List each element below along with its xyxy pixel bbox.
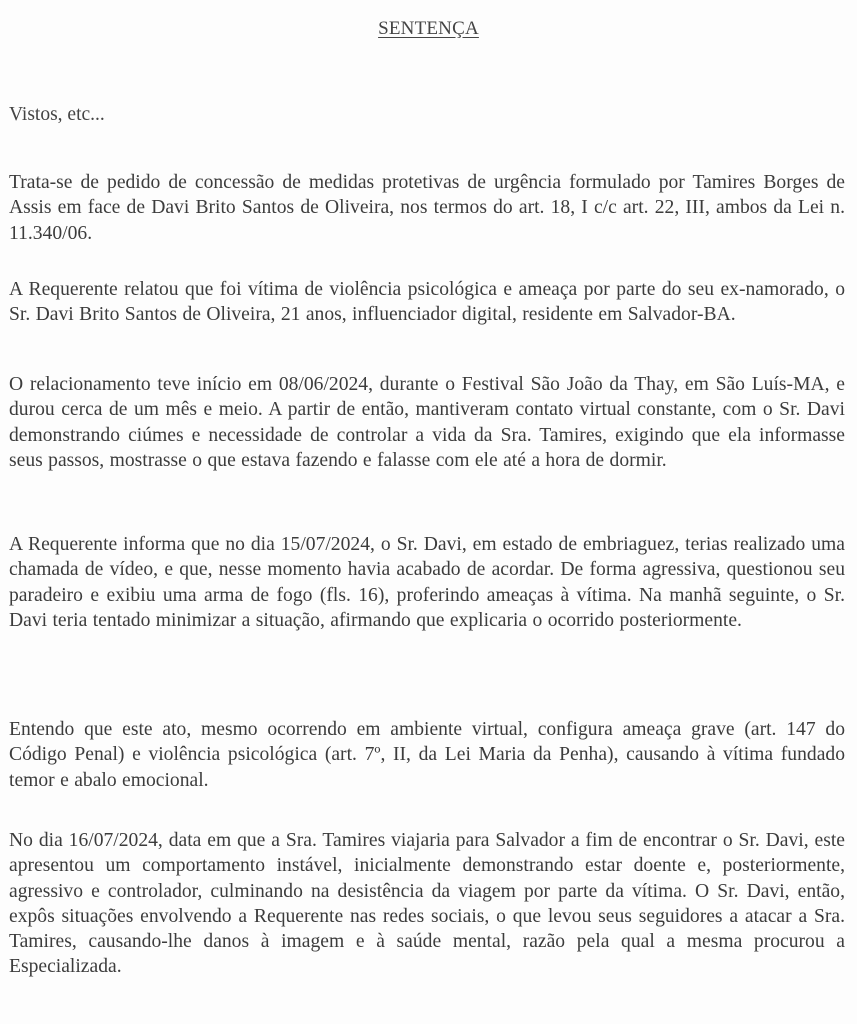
paragraph-request: Trata-se de pedido de concessão de medidas protetivas de urgência formulado por Tamires Borges de Assis em face de Davi Brito Santos de Oliveira, nos termos do art. 18, I c/c art. 22, III, ambos da Lei n. 11.340/06. xyxy=(9,172,845,244)
paragraph-incident: A Requerente informa que no dia 15/07/2024, o Sr. Davi, em estado de embriaguez, terias realizado uma chamada de vídeo, e que, nesse momento havia acabado de acordar. De forma agressiva, questionou seu paradeiro e exibiu uma arma de fogo (fls. 16), proferindo ameaças à vítima. Na manhã seguinte, o Sr. Davi teria tentado minimizar a situação, afirmando que explicaria o ocorrido posteriormente. xyxy=(9,534,845,631)
document-title xyxy=(0,18,857,40)
paragraph-legal-analysis: Entendo que este ato, mesmo ocorrendo em ambiente virtual, configura ameaça grave (art. 147 do Código Penal) e violência psicológica (art. 7º, II, da Lei Maria da Penha), causando à vítima fundado temor e abalo emocional. xyxy=(9,719,845,791)
document-title-text: SENTENÇA xyxy=(378,18,479,39)
paragraph-report: A Requerente relatou que foi vítima de violência psicológica e ameaça por parte do seu ex-namorado, o Sr. Davi Brito Santos de Oliveira, 21 anos, influenciador digital, residente em Salvador-BA. xyxy=(9,279,845,326)
paragraph-subsequent-events: No dia 16/07/2024, data em que a Sra. Tamires viajaria para Salvador a fim de encontrar o Sr. Davi, este apresentou um comportamento instável, inicialmente demonstrando estar doente e, posteriormente, agressivo e controlador, culminando na desistência da viagem por parte da vítima. O Sr. Davi, então, expôs situações envolvendo a Requerente nas redes sociais, o que levou seus seguidores a atacar a Sra. Tamires, causando-lhe danos à imagem e à saúde mental, razão pela qual a mesma procurou a Especializada. xyxy=(9,830,845,978)
document-greeting: Vistos, etc... xyxy=(9,104,105,125)
paragraph-relationship: O relacionamento teve início em 08/06/2024, durante o Festival São João da Thay, em São Luís-MA, e durou cerca de um mês e meio. A partir de então, mantiveram contato virtual constante, com o Sr. Davi demonstrando ciúmes e necessidade de controlar a vida da Sra. Tamires, exigindo que ela informasse seus passos, mostrasse o que estava fazendo e falasse com ele até a hora de dormir. xyxy=(9,374,845,471)
